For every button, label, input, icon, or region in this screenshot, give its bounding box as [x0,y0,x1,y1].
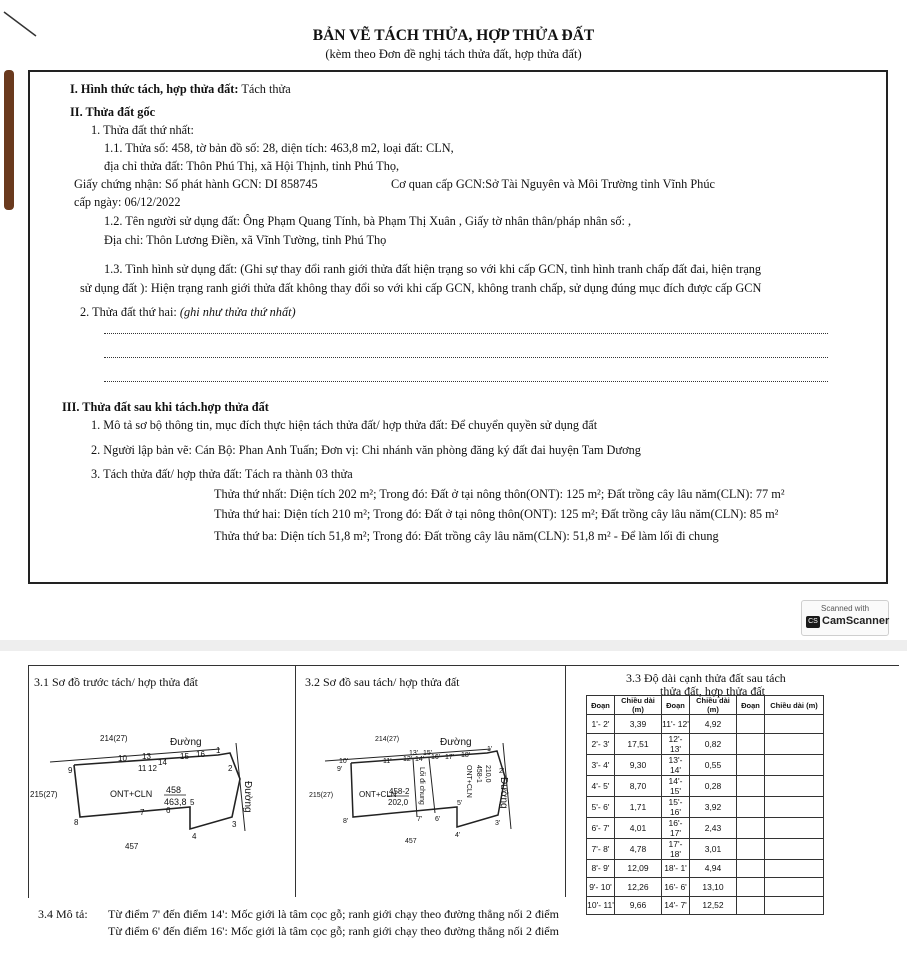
header-cell: Chiều dài (m) [765,696,824,715]
table-cell [765,838,824,859]
parcel-area: 202,0 [388,798,409,807]
table-cell: 3'- 4' [587,754,615,775]
point-label: 6 [166,806,171,815]
table-cell: 7'- 8' [587,838,615,859]
table-cell [737,733,765,754]
section-3-heading: III. Thửa đất sau khi tách.hợp thửa đất [62,400,269,414]
point-label: 17' [445,754,455,761]
camscanner-caption: Scanned with [820,604,870,613]
table-cell: 1'- 2' [587,715,615,734]
table-cell [737,878,765,897]
edge-length-table [586,695,824,915]
usage-status-line-2: sử dụng đất ): Hiện trạng ranh giới thửa đất không thay đổi so với khi cấp GCN, không tranh chấp, sử dụng đúng mục đích được cấp GCN [80,281,762,295]
parcel-2-number: 458-1 [475,765,482,783]
table-cell: 4'- 5' [587,775,615,796]
user-address: Địa chỉ: Thôn Lương Điền, xã Vĩnh Tường, tỉnh Phú Thọ [104,233,387,247]
table-cell [737,817,765,838]
point-label: 12' [403,756,413,763]
sketch-after-heading: 3.2 Sơ đồ sau tách/ hợp thửa đất [305,675,460,689]
usage-status-line-1: 1.3. Tình hình sử dụng đất: (Ghi sự thay đổi ranh giới thửa đất hiện trạng so với khi cấp GCN, tình hình tranh chấp đất đai, hiện trạng [104,262,762,276]
table-cell: 3,01 [690,838,737,859]
table-cell: 0,55 [690,754,737,775]
table-row [587,859,824,878]
header-cell: Đoạn [737,696,765,715]
dotted-line [104,357,828,358]
point-label: 9 [68,766,73,775]
table-row [587,715,824,734]
certificate-issuer: Cơ quan cấp GCN:Sở Tài Nguyên và Môi Trường tỉnh Vĩnh Phúc [391,177,715,191]
point-label: 3' [495,820,501,827]
point-label: 7 [140,808,145,817]
description-line-2: Từ điểm 6' đến điểm 16': Mốc giới là tâm cọc gỗ; ranh giới chạy theo đường thẳng nối 2 điểm [108,924,559,938]
parcel-one-title: 1. Thửa đất thứ nhất: [91,123,194,137]
table-cell [737,775,765,796]
split-purpose: 1. Mô tả sơ bộ thông tin, mục đích thực hiện tách thửa đất/ hợp thửa đất: Để chuyển quyền sử dụng đất [91,418,598,432]
table-cell: 16'- 17' [662,817,690,838]
page-2 [0,651,907,960]
point-label: 7' [417,816,423,823]
table-row [587,878,824,897]
parcel-two-note: (ghi như thửa thứ nhất) [179,305,296,319]
table-cell [765,715,824,734]
header-cell: Chiều dài (m) [615,696,662,715]
point-label: 14 [158,758,167,767]
table-cell [737,715,765,734]
table-cell [765,733,824,754]
point-label: 11 [138,764,147,773]
road-side-label: Đường [498,777,509,809]
table-cell: 4,01 [615,817,662,838]
table-cell: 4,94 [690,859,737,878]
table-cell: 2,43 [690,817,737,838]
table-cell: 10'- 11' [587,896,615,915]
point-label: 4' [455,832,461,839]
table-row [587,796,824,817]
point-label: 3 [232,820,237,829]
table-cell [765,859,824,878]
table-cell: 11'- 12' [662,715,690,734]
parcel-result-3: Thửa thứ ba: Diện tích 51,8 m²; Trong đó: Đất trồng cây lâu năm(CLN): 51,8 m² - Để làm lối đi chung [214,529,719,543]
point-label: 1' [487,746,493,753]
point-label: 5' [457,800,463,807]
table-cell: 0,82 [690,733,737,754]
table-cell [737,796,765,817]
table-cell: 12,09 [615,859,662,878]
road-side-label: Đường [242,781,253,813]
table-cell [737,754,765,775]
table-cell: 9,30 [615,754,662,775]
table-cell: 8'- 9' [587,859,615,878]
point-label: 16 [196,750,205,759]
table-row [587,838,824,859]
table-cell: 12'- 13' [662,733,690,754]
table-row [587,896,824,915]
parcel-number: 458-2 [389,787,410,796]
lengths-heading: 3.3 Độ dài cạnh thửa đất sau tách [626,671,786,685]
parcel-info: 1.1. Thửa số: 458, tờ bản đồ số: 28, diện tích: 463,8 m2, loại đất: CLN, [104,141,454,155]
section-1-heading: I. Hình thức tách, hợp thửa đất: [70,82,239,96]
table-row [587,775,824,796]
south-ref: 457 [405,838,417,845]
table-cell: 9,66 [615,896,662,915]
table-cell: 14'- 15' [662,775,690,796]
table-cell: 2'- 3' [587,733,615,754]
point-label: 5 [190,798,195,807]
table-cell: 17'- 18' [662,838,690,859]
table-row [587,817,824,838]
point-label: 1 [216,746,221,755]
parcel-2-area: 210,0 [484,765,491,783]
south-ref: 457 [125,842,139,851]
point-label: 15' [423,750,433,757]
point-label: 18' [461,752,471,759]
table-row [587,733,824,754]
lengths-heading-2: thửa đất, hợp thửa đất [660,684,765,698]
point-label: 6' [435,816,441,823]
point-label: 10' [339,758,349,765]
point-label: 2 [228,764,233,773]
table-cell: 3,39 [615,715,662,734]
table-cell [765,775,824,796]
point-label: 8' [343,818,349,825]
certificate-date: cấp ngày: 06/12/2022 [74,195,181,209]
west-ref: 215(27) [30,790,58,799]
table-cell: 13,10 [690,878,737,897]
north-ref: 214(27) [375,736,400,743]
table-cell: 9'- 10' [587,878,615,897]
dotted-line [104,333,828,334]
point-label: 14' [415,756,425,763]
table-cell: 6'- 7' [587,817,615,838]
table-cell: 5'- 6' [587,796,615,817]
column-divider [565,665,566,897]
common-path-label: Lối đi chung [418,767,425,805]
table-cell: 16'- 6' [662,878,690,897]
point-label: 2' [499,768,505,775]
parcel-result-1: Thửa thứ nhất: Diện tích 202 m²; Trong đó: Đất ở tại nông thôn(ONT): 125 m²; Đất trồng cây lâu năm(CLN): 77 m² [214,487,785,501]
document-subtitle: (kèm theo Đơn đề nghị tách thửa đất, hợp thửa đất) [325,47,582,61]
header-cell: Chiều dài (m) [690,696,737,715]
section-2-heading: II. Thửa đất gốc [70,105,156,119]
table-cell: 14'- 7' [662,896,690,915]
dotted-line [104,381,828,382]
sketch-after [305,721,560,861]
sketch-before [30,721,290,861]
description-label: 3.4 Mô tả: [38,907,88,921]
table-cell: 12,26 [615,878,662,897]
certificate-number: Giấy chứng nhận: Số phát hành GCN: DI 858745 [74,177,318,191]
road-top-label: Đường [440,737,472,748]
header-cell: Đoạn [587,696,615,715]
table-cell: 4,92 [690,715,737,734]
point-label: 13' [409,750,419,757]
document-title: BẢN VẼ TÁCH THỬA, HỢP THỬA ĐẤT [312,27,595,44]
table-row [587,754,824,775]
point-label: 10 [118,754,127,763]
land-user: 1.2. Tên người sử dụng đất: Ông Phạm Quang Tính, bà Phạm Thị Xuân , Giấy tờ nhân thân/pháp nhân số: , [104,214,632,228]
table-cell: 18'- 1' [662,859,690,878]
drawer-info: 2. Người lập bản vẽ: Cán Bộ: Phan Anh Tuấn; Đơn vị: Chi nhánh văn phòng đăng ký đất đai huyện Tam Dương [91,443,641,457]
point-label: 9' [337,766,343,773]
table-cell: 4,78 [615,838,662,859]
table-cell: 1,71 [615,796,662,817]
camscanner-watermark [801,600,889,636]
west-ref: 215(27) [309,792,334,799]
table-cell [737,838,765,859]
split-result: 3. Tách thửa đất/ hợp thửa đất: Tách ra thành 03 thửa [91,467,353,481]
description-line-1: Từ điểm 7' đến điểm 14': Mốc giới là tâm cọc gỗ; ranh giới chạy theo đường thẳng nối 2 điểm [108,907,559,921]
table-cell: 12,52 [690,896,737,915]
point-label: 15 [180,752,189,761]
point-label: 4 [192,832,197,841]
point-label: 11' [383,758,392,765]
table-cell [765,796,824,817]
point-label: 12 [148,764,157,773]
road-top-label: Đường [170,737,202,748]
north-ref: 214(27) [100,734,128,743]
table-cell: 15'- 16' [662,796,690,817]
sketch-before-heading: 3.1 Sơ đồ trước tách/ hợp thửa đất [34,675,199,689]
header-cell: Đoạn [662,696,690,715]
table-header-row [587,696,824,715]
parcel-land-type: ONT+CLN [110,789,153,799]
camscanner-name: CamScanner [822,615,890,627]
table-cell [765,817,824,838]
table-cell [737,859,765,878]
table-cell [765,754,824,775]
binding-edge [4,70,14,210]
point-label: 13 [142,752,151,761]
parcel-two-title: 2. Thửa đất thứ hai: [80,305,177,319]
parcel-result-2: Thửa thứ hai: Diện tích 210 m²; Trong đó: Đất ở tại nông thôn(ONT): 125 m²; Đất trồng cây lâu năm(CLN): 85 m² [214,507,779,521]
table-cell: 17,51 [615,733,662,754]
table-cell: 13'- 14' [662,754,690,775]
section-1 [70,82,291,97]
table-cell [765,896,824,915]
point-label: 16' [431,754,441,761]
parcel-two [80,305,296,320]
table-cell: 0,28 [690,775,737,796]
camscanner-logo-icon: CS [806,616,820,628]
parcel-address: địa chỉ thửa đất: Thôn Phú Thị, xã Hội Thịnh, tỉnh Phú Thọ, [104,159,400,173]
column-divider [295,665,296,897]
point-label: 8 [74,818,79,827]
parcel-area: 463,8 [164,797,187,807]
parcel-2-land-type: ONT+CLN [465,765,472,798]
parcel-land-type: ONT+CLN [359,790,397,799]
table-cell: 8,70 [615,775,662,796]
table-cell [737,896,765,915]
parcel-number: 458 [166,785,182,795]
section-1-value: Tách thửa [241,82,291,96]
table-cell: 3,92 [690,796,737,817]
table-cell [765,878,824,897]
